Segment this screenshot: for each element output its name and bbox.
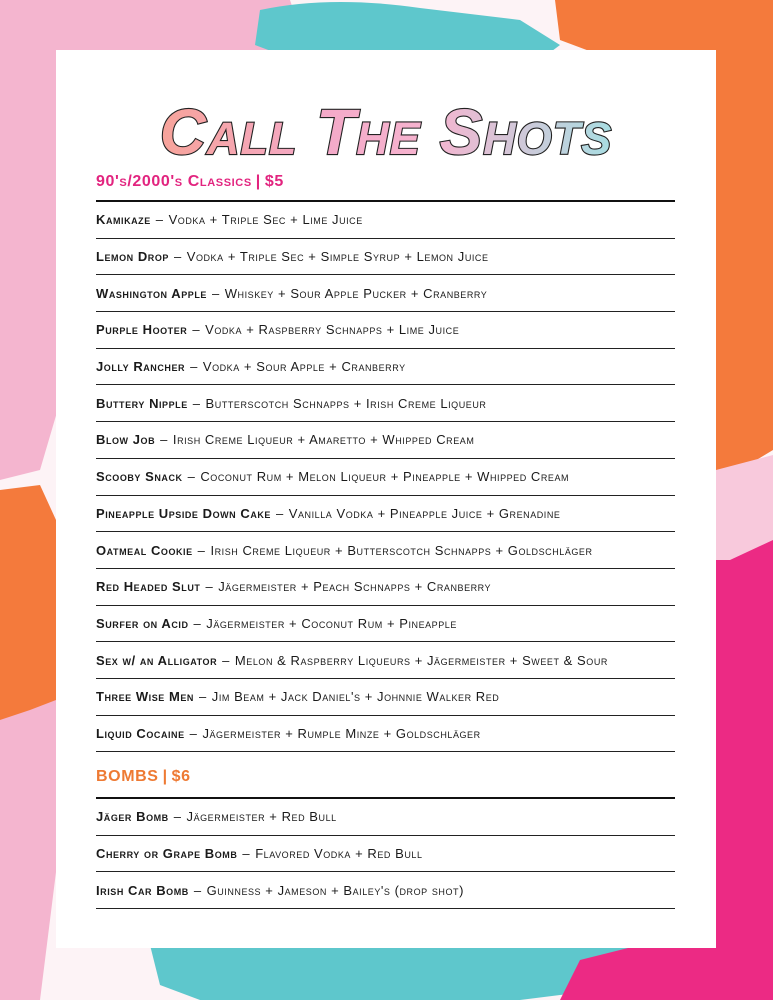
shot-name: Red Headed Slut <box>96 579 201 595</box>
name-separator-dash: – <box>192 322 201 338</box>
menu-item-row <box>96 422 675 459</box>
menu-item-row <box>96 642 675 679</box>
menu-item-row <box>96 532 675 569</box>
menu-item-row <box>96 799 675 836</box>
name-separator-dash: – <box>197 542 206 558</box>
page-title: Call The Shots <box>159 96 613 168</box>
shot-ingredients: Vodka + Triple Sec + Lime Juice <box>168 212 363 228</box>
name-separator-dash: – <box>173 809 182 825</box>
menu-item-row <box>96 459 675 496</box>
shot-ingredients: Jägermeister + Rumple Minze + Goldschläger <box>202 725 481 741</box>
shot-ingredients: Vodka + Sour Apple + Cranberry <box>202 359 406 375</box>
shot-name: Liquid Cocaine <box>96 725 185 741</box>
shot-ingredients: Coconut Rum + Melon Liqueur + Pineapple + Whipped Cream <box>200 469 570 485</box>
orange-brush-stroke <box>0 485 56 720</box>
menu-item-row <box>96 312 675 349</box>
shot-ingredients: Vodka + Triple Sec + Simple Syrup + Lemon Juice <box>186 249 489 265</box>
shot-name: Scooby Snack <box>96 469 183 485</box>
shot-ingredients: Jägermeister + Coconut Rum + Pineapple <box>206 615 457 631</box>
shot-ingredients: Guinness + Jameson + Bailey's (drop shot) <box>206 882 464 898</box>
heading-separator: | <box>255 173 261 190</box>
bombs-section-price: $6 <box>171 768 191 785</box>
name-separator-dash: – <box>205 579 214 595</box>
shot-ingredients: Jägermeister + Red Bull <box>186 809 337 825</box>
menu-card <box>56 50 716 948</box>
heading-separator: | <box>162 768 168 785</box>
shot-name: Pineapple Upside Down Cake <box>96 505 271 521</box>
shot-ingredients: Jim Beam + Jack Daniel's + Johnnie Walker Red <box>211 689 500 705</box>
shot-name: Blow Job <box>96 432 156 448</box>
shot-name: Buttery Nipple <box>96 395 188 411</box>
menu-item-row <box>96 275 675 312</box>
name-separator-dash: – <box>193 615 202 631</box>
menu-item-row <box>96 349 675 386</box>
menu-item-row <box>96 872 675 909</box>
shot-ingredients: Irish Creme Liqueur + Amaretto + Whipped Cream <box>172 432 475 448</box>
menu-item-row <box>96 679 675 716</box>
name-separator-dash: – <box>190 359 198 375</box>
name-separator-dash: – <box>155 212 164 228</box>
shot-name: Cherry or Grape Bomb <box>96 846 238 862</box>
name-separator-dash: – <box>242 846 251 862</box>
shot-ingredients: Whiskey + Sour Apple Pucker + Cranberry <box>224 285 488 301</box>
menu-item-row <box>96 496 675 533</box>
title-graphic <box>56 72 716 182</box>
name-separator-dash: – <box>192 395 201 411</box>
name-separator-dash: – <box>211 285 220 301</box>
shot-name: Lemon Drop <box>96 249 169 265</box>
shot-ingredients: Jägermeister + Peach Schnapps + Cranberry <box>218 579 492 595</box>
shot-ingredients: Irish Creme Liqueur + Butterscotch Schnapps + Goldschläger <box>210 542 593 558</box>
name-separator-dash: – <box>187 469 196 485</box>
shot-name: Oatmeal Cookie <box>96 542 193 558</box>
name-separator-dash: – <box>193 882 202 898</box>
shot-ingredients: Butterscotch Schnapps + Irish Creme Liqueur <box>205 395 487 411</box>
menu-item-row <box>96 716 675 753</box>
shot-ingredients: Melon & Raspberry Liqueurs + Jägermeister + Sweet & Sour <box>234 652 608 668</box>
shot-ingredients: Flavored Vodka + Red Bull <box>255 846 423 862</box>
shot-name: Sex w/ an Alligator <box>96 652 218 668</box>
bombs-section-name: BOMBS <box>96 768 159 785</box>
classics-section-name: 90's/2000's Classics <box>96 173 252 190</box>
shot-name: Kamikaze <box>96 212 151 228</box>
name-separator-dash: – <box>189 725 198 741</box>
shot-name: Jolly Rancher <box>96 359 186 375</box>
shot-name: Three Wise Men <box>96 689 194 705</box>
menu-item-row <box>96 385 675 422</box>
shot-ingredients: Vodka + Raspberry Schnapps + Lime Juice <box>205 322 460 338</box>
name-separator-dash: – <box>276 505 284 521</box>
bombs-section-heading <box>96 765 191 789</box>
name-separator-dash: – <box>173 249 182 265</box>
name-separator-dash: – <box>198 689 207 705</box>
bombs-list <box>96 799 675 909</box>
shot-name: Jäger Bomb <box>96 809 169 825</box>
menu-item-row <box>96 239 675 276</box>
name-separator-dash: – <box>160 432 168 448</box>
shot-name: Surfer on Acid <box>96 615 189 631</box>
classics-list <box>96 202 675 752</box>
title-banner <box>56 72 716 182</box>
name-separator-dash: – <box>222 652 230 668</box>
menu-item-row <box>96 569 675 606</box>
shot-name: Irish Car Bomb <box>96 882 189 898</box>
shot-name: Purple Hooter <box>96 322 188 338</box>
menu-item-row <box>96 606 675 643</box>
menu-item-row <box>96 836 675 873</box>
classics-section-price: $5 <box>264 173 284 190</box>
menu-item-row <box>96 202 675 239</box>
shot-name: Washington Apple <box>96 285 207 301</box>
classics-section-heading <box>96 170 284 194</box>
shot-ingredients: Vanilla Vodka + Pineapple Juice + Grenadine <box>288 505 561 521</box>
